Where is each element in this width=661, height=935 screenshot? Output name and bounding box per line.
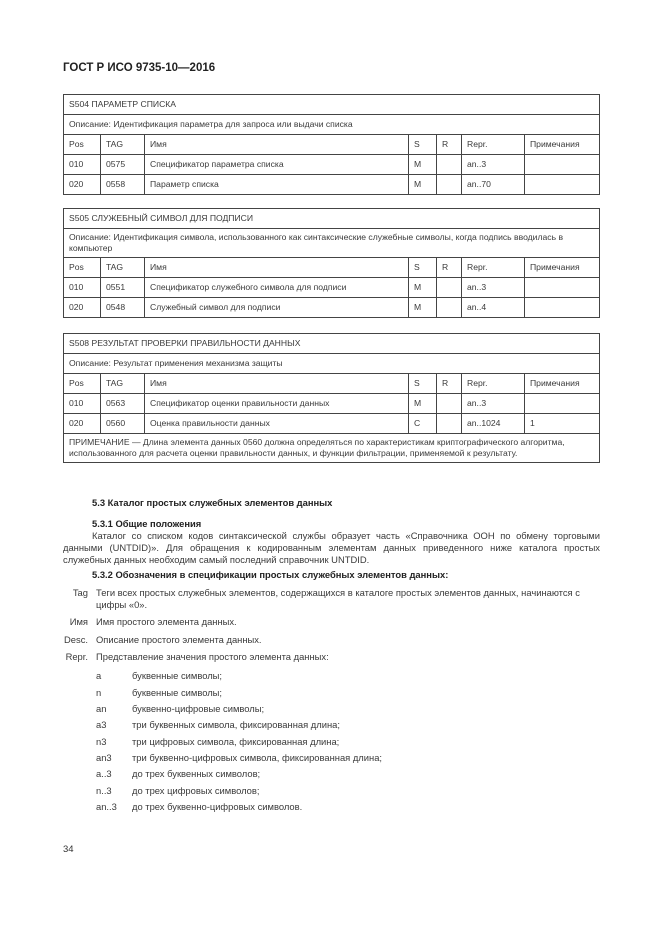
col-notes: Примечания: [525, 135, 600, 155]
cell-s: M: [409, 394, 437, 414]
repr-code: n..3: [96, 785, 112, 796]
cell-r: [437, 278, 462, 298]
cell-tag: 0558: [101, 175, 145, 195]
cell-tag: 0548: [101, 298, 145, 318]
cell-repr: an..70: [462, 175, 525, 195]
col-s: S: [409, 258, 437, 278]
cell-name: Спецификатор оценки правильности данных: [145, 394, 409, 414]
col-r: R: [437, 258, 462, 278]
repr-code: a3: [96, 719, 107, 730]
cell-note: [525, 278, 600, 298]
cell-tag: 0551: [101, 278, 145, 298]
col-repr: Repr.: [462, 374, 525, 394]
spec-table-s505: [63, 208, 600, 318]
cell-s: M: [409, 175, 437, 195]
definition-term: Tag: [72, 587, 88, 598]
cell-r: [437, 175, 462, 195]
table-title: S505 СЛУЖЕБНЫЙ СИМВОЛ ДЛЯ ПОДПИСИ: [64, 209, 600, 229]
repr-text: до трех буквенно-цифровых символов.: [132, 801, 303, 812]
col-name: Имя: [145, 374, 409, 394]
table-row: [64, 298, 600, 318]
repr-code: n: [96, 687, 102, 698]
repr-text: три буквенно-цифровых символа, фиксированная длина;: [132, 752, 383, 763]
section-paragraph: Каталог со списком кодов синтаксической службы образует часть «Справочника ООН по обмену торговыми данными (UNTDID)». Для обращения к кодированным элементам данных приведенного ниже каталога простых служебных данных необходим самый последний справочник UNTDID.: [63, 530, 600, 566]
table-footnote: ПРИМЕЧАНИЕ — Длина элемента данных 0560 должна определяться по характеристикам криптографического алгоритма, использованного для расчета оценки правильности данных, и функции фильтрации, применяемой к результату.: [64, 434, 600, 463]
col-s: S: [409, 135, 437, 155]
col-repr: Repr.: [462, 135, 525, 155]
table-header-row: [64, 374, 600, 394]
cell-note: [525, 175, 600, 195]
definition-term: Имя: [69, 616, 88, 627]
table-row: [64, 414, 600, 434]
table-description: Описание: Результат применения механизма защиты: [64, 354, 600, 374]
cell-pos: 020: [64, 414, 101, 434]
cell-name: Параметр списка: [145, 175, 409, 195]
table-title: S508 РЕЗУЛЬТАТ ПРОВЕРКИ ПРАВИЛЬНОСТИ ДАННЫХ: [64, 334, 600, 354]
repr-text: до трех буквенных символов;: [132, 768, 261, 779]
cell-r: [437, 414, 462, 434]
cell-repr: an..3: [462, 155, 525, 175]
table-title: S504 ПАРАМЕТР СПИСКА: [64, 95, 600, 115]
definition-term: Desc.: [64, 634, 88, 645]
table-description: Описание: Идентификация параметра для запроса или выдачи списка: [64, 115, 600, 135]
repr-code: a: [96, 670, 102, 681]
section-heading-5-3-1: 5.3.1 Общие положения: [92, 518, 202, 529]
cell-note: [525, 394, 600, 414]
repr-text: буквенные символы;: [132, 687, 223, 698]
cell-repr: an..1024: [462, 414, 525, 434]
cell-name: Спецификатор служебного символа для подписи: [145, 278, 409, 298]
cell-s: C: [409, 414, 437, 434]
cell-pos: 020: [64, 175, 101, 195]
cell-pos: 010: [64, 155, 101, 175]
repr-text: три буквенных символа, фиксированная длина;: [132, 719, 340, 730]
repr-code: an..3: [96, 801, 117, 812]
spec-table-s508: [63, 333, 600, 463]
col-name: Имя: [145, 135, 409, 155]
cell-tag: 0563: [101, 394, 145, 414]
repr-code: an3: [96, 752, 112, 763]
cell-repr: an..4: [462, 298, 525, 318]
definition-term: Repr.: [65, 651, 88, 662]
col-notes: Примечания: [525, 374, 600, 394]
cell-pos: 020: [64, 298, 101, 318]
section-heading-5-3: 5.3 Каталог простых служебных элементов данных: [92, 497, 333, 508]
repr-text: буквенно-цифровые символы;: [132, 703, 265, 714]
table-row: [64, 394, 600, 414]
spec-table-s504: [63, 94, 600, 195]
cell-note: [525, 298, 600, 318]
col-s: S: [409, 374, 437, 394]
cell-name: Спецификатор параметра списка: [145, 155, 409, 175]
col-notes: Примечания: [525, 258, 600, 278]
repr-text: буквенные символы;: [132, 670, 223, 681]
col-pos: Pos: [64, 374, 101, 394]
cell-s: M: [409, 278, 437, 298]
section-heading-5-3-2: 5.3.2 Обозначения в спецификации простых служебных элементов данных:: [92, 569, 449, 580]
col-pos: Pos: [64, 258, 101, 278]
definition-text: Описание простого элемента данных.: [96, 634, 262, 645]
document-header: ГОСТ Р ИСО 9735-10—2016: [63, 62, 216, 74]
col-tag: TAG: [101, 374, 145, 394]
cell-tag: 0575: [101, 155, 145, 175]
table-row: [64, 175, 600, 195]
definition-text: Имя простого элемента данных.: [96, 616, 237, 627]
page-number: 34: [63, 844, 74, 855]
cell-name: Оценка правильности данных: [145, 414, 409, 434]
repr-text: три цифровых символа, фиксированная длина;: [132, 736, 340, 747]
cell-r: [437, 298, 462, 318]
table-description: Описание: Идентификация символа, использованного как синтаксические служебные символы, когда подпись вводилась в компьютер: [64, 229, 600, 258]
repr-text: до трех цифровых символов;: [132, 785, 260, 796]
cell-tag: 0560: [101, 414, 145, 434]
col-tag: TAG: [101, 258, 145, 278]
definition-text: Представление значения простого элемента данных:: [96, 651, 329, 662]
repr-code: a..3: [96, 768, 112, 779]
table-row: [64, 155, 600, 175]
repr-code: an: [96, 703, 107, 714]
col-r: R: [437, 374, 462, 394]
cell-repr: an..3: [462, 278, 525, 298]
cell-name: Служебный символ для подписи: [145, 298, 409, 318]
cell-s: M: [409, 298, 437, 318]
cell-pos: 010: [64, 278, 101, 298]
col-pos: Pos: [64, 135, 101, 155]
cell-note: [525, 155, 600, 175]
table-header-row: [64, 258, 600, 278]
repr-code: n3: [96, 736, 107, 747]
col-name: Имя: [145, 258, 409, 278]
cell-pos: 010: [64, 394, 101, 414]
cell-r: [437, 394, 462, 414]
cell-repr: an..3: [462, 394, 525, 414]
col-repr: Repr.: [462, 258, 525, 278]
cell-r: [437, 155, 462, 175]
table-row: [64, 278, 600, 298]
col-tag: TAG: [101, 135, 145, 155]
cell-s: M: [409, 155, 437, 175]
table-header-row: [64, 135, 600, 155]
col-r: R: [437, 135, 462, 155]
definition-text: Теги всех простых служебных элементов, содержащихся в каталоге простых элементов данных, начинаются с цифры «0».: [96, 587, 580, 611]
cell-note: 1: [525, 414, 600, 434]
